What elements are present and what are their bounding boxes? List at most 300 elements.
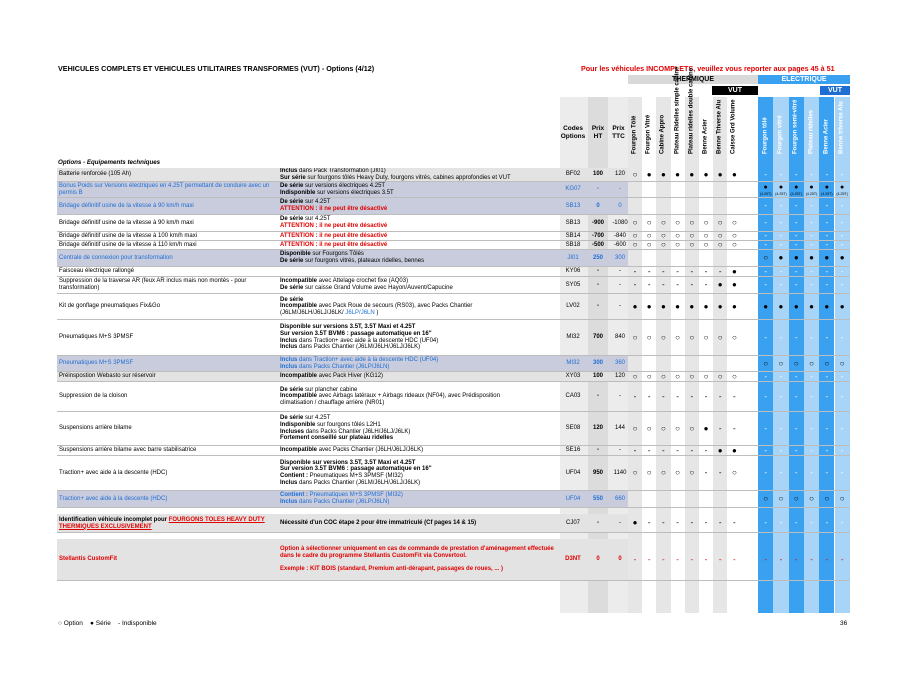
electrique-availability: ● (4.25T) xyxy=(790,183,803,196)
thermique-availability xyxy=(628,250,642,266)
price-ttc: -1080 xyxy=(612,219,628,226)
thermique-availability: ● xyxy=(703,169,709,179)
price-ttc: 144 xyxy=(614,425,625,432)
option-code: MI32 xyxy=(566,360,580,367)
option-description: Incompatible avec Pack Hiver (KG12) xyxy=(280,373,384,380)
electrique-availability: ○ xyxy=(763,253,769,262)
option-code: SB14 xyxy=(565,232,581,239)
electrique-availability: - xyxy=(764,391,767,401)
thermique-availability: - xyxy=(704,554,708,564)
option-label: Préinspostion Webasto sur réservoir xyxy=(59,373,156,380)
thermique-availability: - xyxy=(733,518,736,527)
electrique-availability: - xyxy=(840,468,844,477)
thermique-availability: ○ xyxy=(675,218,681,227)
electrique-availability: - xyxy=(794,518,798,527)
thermique-availability: - xyxy=(676,280,679,289)
electrique-availability: - xyxy=(840,218,844,227)
thermique-availability: ○ xyxy=(731,468,737,477)
table-row xyxy=(57,491,850,508)
option-code: D3NT xyxy=(565,556,581,563)
option-label: Bridage définitif usine de la vitesse à 110 km/h maxi xyxy=(59,241,197,248)
thermique-availability: - xyxy=(690,445,694,455)
electrique-availability: ○ xyxy=(763,358,769,368)
thermique-availability xyxy=(713,198,727,214)
thermique-availability xyxy=(628,491,642,507)
thermique-availability: - xyxy=(647,518,651,527)
thermique-availability: ○ xyxy=(717,231,723,240)
option-description: De série sur versions électriques 4.25T Indisponible sur versions électriques 3.5T xyxy=(280,182,394,196)
table-row xyxy=(57,267,850,277)
thermique-availability xyxy=(685,198,699,214)
thermique-availability: ○ xyxy=(717,218,723,227)
thermique-availability xyxy=(671,356,685,371)
thermique-availability: - xyxy=(633,280,637,289)
electrique-availability: - xyxy=(794,445,798,455)
thermique-col-header: Caisse Grd Volume xyxy=(730,99,737,154)
thermique-availability: ○ xyxy=(646,423,652,433)
option-code: SY05 xyxy=(565,281,581,288)
thermique-availability xyxy=(727,491,741,507)
table-row xyxy=(57,182,850,198)
option-code: SB13 xyxy=(565,202,581,209)
thermique-availability: - xyxy=(690,554,694,564)
electrique-availability: - xyxy=(764,218,767,227)
thermique-band: THERMIQUE xyxy=(628,75,758,84)
thermique-availability: ○ xyxy=(717,332,723,342)
electrique-availability: - xyxy=(825,201,829,210)
electrique-availability: ● xyxy=(839,253,845,262)
price-ttc: 0 xyxy=(618,202,622,209)
thermique-availability: - xyxy=(662,280,665,289)
option-label: Suppression de la traverse AR (feux AR inclus mais non montés - pour transformation) xyxy=(59,278,247,291)
option-description: De série sur 4.25T ATTENTION : il ne peut être désactivé xyxy=(280,216,388,229)
option-description: Incompatible avec Attelage crochet fixe (AQ03) De série sur caisse Grand Volume avec Hayon/Auvent/Capucine xyxy=(280,278,453,291)
thermique-availability: ○ xyxy=(646,468,652,477)
thermique-availability: ● xyxy=(731,266,737,276)
option-label: Centrale de connexion pour transformation xyxy=(59,254,173,261)
option-code: SB18 xyxy=(565,241,581,248)
option-description: De série sur 4.25T Indisponible sur fourgons tôlés L2H1 Incluses dans Packs Chantier (J6LH/J6LJ/J6LK) Fortement conseillé sur plateau ridelles xyxy=(280,415,411,442)
electrique-band: ELECTRIQUE xyxy=(758,75,850,84)
thermique-availability: - xyxy=(662,445,665,455)
thermique-availability: ○ xyxy=(660,468,666,477)
electrique-availability: ○ xyxy=(839,494,845,503)
electrique-availability: - xyxy=(840,332,844,342)
electrique-availability: - xyxy=(810,371,813,381)
page-number: 36 xyxy=(840,620,848,627)
thermique-availability: ○ xyxy=(646,332,652,342)
electrique-availability: ● xyxy=(824,253,830,262)
thermique-availability: - xyxy=(662,266,665,276)
electrique-availability: - xyxy=(794,554,798,564)
legend-indispo: - Indisponible xyxy=(118,620,157,627)
thermique-col-header: Benne Triverse Alu xyxy=(716,99,723,154)
electrique-availability: - xyxy=(840,280,844,289)
electrique-availability: - xyxy=(825,169,829,179)
electrique-availability: ○ xyxy=(793,494,799,503)
thermique-availability xyxy=(642,491,656,507)
electrique-availability: - xyxy=(764,240,767,249)
price-ht: 700 xyxy=(592,334,603,341)
thermique-availability: - xyxy=(718,468,722,477)
electrique-availability: - xyxy=(810,445,813,455)
price-ht: -700 xyxy=(591,232,604,239)
electrique-availability: - xyxy=(794,240,798,249)
price-ttc: - xyxy=(619,281,621,288)
option-code: BF02 xyxy=(565,171,581,178)
electrique-availability: - xyxy=(779,266,783,276)
thermique-availability: ● xyxy=(632,301,638,311)
option-label: Identification véhicule incomplet pour FOURGONS TOLES HEAVY DUTY THERMIQUES EXCLUSIVEMENT xyxy=(59,517,265,530)
price-ht: -900 xyxy=(591,219,604,226)
thermique-availability: - xyxy=(718,391,722,401)
option-code: SB13 xyxy=(565,219,581,226)
thermique-availability: ● xyxy=(703,301,709,311)
thermique-availability xyxy=(642,250,656,266)
thermique-availability: ○ xyxy=(731,218,737,227)
option-label: Stellantis CustomFit xyxy=(59,556,118,563)
price-ht: - xyxy=(597,447,599,454)
electrique-availability: - xyxy=(810,169,813,179)
option-code: CJ07 xyxy=(565,519,580,526)
option-label: Bridage définitif usine de la vitesse à 100 km/h maxi xyxy=(59,232,198,239)
electrique-availability: ● xyxy=(809,301,814,311)
electrique-availability: - xyxy=(764,468,767,477)
electrique-availability: - xyxy=(840,266,844,276)
electrique-col-header: Benne Acier xyxy=(823,119,830,154)
electrique-availability: - xyxy=(779,169,783,179)
section-label: Options - Equipements techniques xyxy=(58,159,161,166)
option-label: Suppression de la cloison xyxy=(59,393,128,400)
thermique-availability xyxy=(685,491,699,507)
thermique-availability: ○ xyxy=(675,240,681,249)
option-label: Faisceau électrique rallongé xyxy=(59,268,135,275)
thermique-availability xyxy=(642,356,656,371)
electrique-availability: - xyxy=(840,201,844,210)
thermique-availability: ● xyxy=(717,445,723,455)
thermique-availability: - xyxy=(704,391,708,401)
table-row xyxy=(57,294,850,320)
thermique-availability: ○ xyxy=(646,218,652,227)
option-description: ATTENTION : il ne peut être désactivé xyxy=(280,241,388,248)
price-ttc: -840 xyxy=(613,232,626,239)
electrique-availability: - xyxy=(794,280,798,289)
option-code: KG07 xyxy=(565,186,581,193)
thermique-availability: - xyxy=(718,518,722,527)
thermique-availability: - xyxy=(718,554,722,564)
thermique-availability xyxy=(656,491,670,507)
electrique-availability: - xyxy=(840,231,844,240)
thermique-availability: ○ xyxy=(731,371,737,381)
thermique-availability: ○ xyxy=(731,240,737,249)
option-label: Bonus Poids sur Versions électriques en 4.25T permettant de conduire avec un permis B xyxy=(59,182,270,196)
thermique-availability: ○ xyxy=(689,231,695,240)
price-ht: -500 xyxy=(591,241,604,248)
thermique-availability: ● xyxy=(689,169,695,179)
codes-options-header: Codes Options xyxy=(560,125,586,140)
electrique-availability: - xyxy=(779,518,783,527)
thermique-availability: - xyxy=(662,554,665,564)
thermique-availability xyxy=(671,182,685,197)
option-label: Suspensions arrière bilame avec barre stabilisatrice xyxy=(59,447,197,454)
option-description: Option à sélectionner uniquement en cas de commande de prestation d'aménagement effectuée dans le cadre du programme Stellantis CustomFit via Convertool. Exemple : KIT BOIS (standard, Premium anti-dérapant, passages de roues, ... ) xyxy=(280,546,554,573)
electrique-availability: ● (4.25T) xyxy=(821,183,833,196)
electrique-availability: - xyxy=(794,169,798,179)
option-label: Bridage définitif usine de la vitesse à 90 km/h maxi xyxy=(59,202,194,209)
thermique-availability xyxy=(628,356,642,371)
option-description xyxy=(279,267,557,276)
thermique-availability xyxy=(671,198,685,214)
thermique-availability: - xyxy=(662,518,665,527)
thermique-availability: ○ xyxy=(731,231,737,240)
electrique-availability: - xyxy=(779,391,783,401)
electrique-availability: - xyxy=(779,371,783,381)
thermique-availability: ○ xyxy=(660,240,666,249)
option-code: LV02 xyxy=(566,303,580,310)
price-ttc: - xyxy=(619,186,621,193)
thermique-availability: ○ xyxy=(689,240,695,249)
thermique-availability: ○ xyxy=(675,332,681,342)
thermique-availability: - xyxy=(676,266,679,276)
table-row xyxy=(57,514,850,533)
electrique-availability: - xyxy=(779,332,783,342)
thermique-availability: ● xyxy=(632,518,638,527)
option-code: SE16 xyxy=(565,447,581,454)
thermique-availability: - xyxy=(676,518,679,527)
electrique-availability: - xyxy=(825,371,829,381)
thermique-availability: - xyxy=(647,554,651,564)
electrique-availability: - xyxy=(764,423,767,433)
thermique-availability: ○ xyxy=(632,332,638,342)
electrique-availability: - xyxy=(764,231,767,240)
option-label: Bridage définitif usine de la vitesse à 90 km/h maxi xyxy=(59,219,194,226)
electrique-availability: - xyxy=(779,218,783,227)
electrique-availability: - xyxy=(825,468,829,477)
table-row xyxy=(57,539,850,581)
price-ht: 550 xyxy=(592,495,603,502)
thermique-availability: ○ xyxy=(717,371,723,381)
price-ht: 300 xyxy=(592,360,603,367)
thermique-col-header: Plateau Ridelles simple cabine xyxy=(674,66,681,154)
electrique-availability: - xyxy=(810,280,813,289)
thermique-availability xyxy=(699,182,713,197)
price-ttc: 0 xyxy=(618,556,622,563)
prix-ht-header: Prix HT xyxy=(591,125,605,140)
table-row xyxy=(57,215,850,232)
legend-serie: ● Série xyxy=(90,620,111,627)
thermique-availability xyxy=(642,198,656,214)
thermique-availability: - xyxy=(647,391,651,401)
thermique-availability: ○ xyxy=(703,231,709,240)
option-code: XY03 xyxy=(565,373,581,380)
thermique-availability: ● xyxy=(646,169,652,179)
thermique-availability: ○ xyxy=(689,218,695,227)
thermique-availability: ○ xyxy=(632,371,638,381)
electrique-availability: - xyxy=(825,240,829,249)
thermique-availability: - xyxy=(718,423,722,433)
electrique-availability: ○ xyxy=(809,358,814,368)
thermique-availability: - xyxy=(633,391,637,401)
electrique-availability: - xyxy=(810,468,813,477)
option-description: Disponible sur versions 3.5T, 3.5T Maxi et 4.25T Sur version 3.5T BVM6 : passage automatique en 16" Inclus dans Traction+ avec aide à la descente HDC (UF04) Inclus dans Packs Chantier (J6LM/J6LH/J6LJ/J6LK) xyxy=(280,324,439,351)
thermique-availability xyxy=(671,491,685,507)
thermique-col-header: Fourgon Tôlé xyxy=(631,115,638,154)
electrique-availability: - xyxy=(764,332,767,342)
price-ht: 250 xyxy=(592,254,603,261)
thermique-availability: ● xyxy=(675,301,681,311)
table-row xyxy=(57,356,850,372)
price-ht: 100 xyxy=(592,373,603,380)
thermique-availability: ○ xyxy=(689,423,695,433)
electrique-availability: ● xyxy=(793,301,799,311)
option-code: KY06 xyxy=(565,268,581,275)
thermique-availability: ● xyxy=(717,169,723,179)
thermique-col-header: Benne Acier xyxy=(702,119,709,154)
thermique-availability: ○ xyxy=(689,332,695,342)
electrique-availability: ○ xyxy=(839,358,845,368)
price-ttc: 1140 xyxy=(613,469,627,476)
thermique-availability: ○ xyxy=(660,231,666,240)
table-row xyxy=(57,456,850,491)
option-description: De série sur plancher cabine Incompatible avec Airbags latéraux + Airbags rideaux (NF04), avec Prédisposition climatisation / chauffage arrière (NR01) xyxy=(280,386,500,406)
thermique-availability: - xyxy=(733,423,736,433)
electrique-availability: ○ xyxy=(793,358,799,368)
electrique-availability: - xyxy=(810,554,813,564)
electrique-col-header: Benne triverse Alu xyxy=(838,101,845,154)
thermique-availability: ○ xyxy=(703,240,709,249)
thermique-availability: ● xyxy=(731,280,737,289)
option-description: Disponible sur Fourgons Tôlés De série sur fourgons vitrés, plateaux ridelles, bennes xyxy=(280,251,425,264)
thermique-availability: ● xyxy=(703,423,709,433)
option-label: Pneumatiques M+S 3PMSF xyxy=(59,360,134,367)
thermique-availability: ○ xyxy=(646,231,652,240)
electrique-col-header: Fourgon semi-vitré xyxy=(792,99,799,154)
vut-thermique-band: VUT xyxy=(712,86,758,95)
electrique-availability: ● (4.25T) xyxy=(836,183,848,196)
table-row xyxy=(57,241,850,250)
electrique-availability: - xyxy=(794,201,798,210)
price-ttc: - xyxy=(619,519,621,526)
thermique-availability xyxy=(656,198,670,214)
thermique-availability: - xyxy=(704,266,708,276)
electrique-col-header: Fourgon tôlé xyxy=(762,117,769,154)
price-ht: 0 xyxy=(596,556,600,563)
thermique-availability xyxy=(727,198,741,214)
thermique-availability: ○ xyxy=(632,218,638,227)
thermique-availability: ○ xyxy=(675,468,681,477)
option-label: Traction+ avec aide à la descente (HDC) xyxy=(59,495,168,502)
thermique-availability: - xyxy=(676,391,679,401)
electrique-availability: - xyxy=(840,371,844,381)
electrique-availability: ● xyxy=(839,301,845,311)
option-description: Incompatible avec Packs Chantier (J6LH/J6LJ/J6LK) xyxy=(280,447,424,454)
option-code: JI01 xyxy=(567,254,579,261)
electrique-availability: ● xyxy=(763,301,769,311)
electrique-availability: ● xyxy=(793,253,799,262)
electrique-availability: - xyxy=(840,169,844,179)
electrique-availability: - xyxy=(840,518,844,527)
electrique-availability: - xyxy=(825,445,829,455)
option-description: ATTENTION : il ne peut être désactivé xyxy=(280,232,388,239)
electrique-availability: - xyxy=(810,391,813,401)
electrique-availability: - xyxy=(825,231,829,240)
thermique-availability xyxy=(713,250,727,266)
price-ttc: 660 xyxy=(614,495,625,502)
electrique-availability: - xyxy=(779,554,783,564)
electrique-availability: - xyxy=(779,445,783,455)
electrique-availability: - xyxy=(779,240,783,249)
page-title: VEHICULES COMPLETS ET VEHICULES UTILITAIRES TRANSFORMES (VUT) - Options (4/12) xyxy=(58,64,375,73)
electrique-availability: - xyxy=(810,201,813,210)
thermique-availability xyxy=(656,356,670,371)
option-description: Inclus dans Pack Transformation (JI01) Sur série sur fourgons tôlés Heavy Duty, fourgons vitrés, cabines approfondies et VUT xyxy=(280,168,511,181)
thermique-availability: ○ xyxy=(689,468,695,477)
thermique-availability xyxy=(685,182,699,197)
option-label: Batterie renforcée (105 Ah) xyxy=(59,171,132,178)
electrique-availability: - xyxy=(840,240,844,249)
option-description: Inclus dans Traction+ avec aide à la descente HDC (UF04) Inclus dans Packs Chantier (J6LP/J6LN) xyxy=(280,356,439,370)
electrique-availability: - xyxy=(810,332,813,342)
incomplete-vehicles-note[interactable]: Pour les véhicules INCOMPLETS, veuillez vous reporter aux pages 45 à 51 xyxy=(581,64,835,73)
thermique-availability: ○ xyxy=(646,240,652,249)
thermique-availability xyxy=(727,356,741,371)
thermique-availability: - xyxy=(647,280,651,289)
thermique-col-header: Cabine Appro xyxy=(659,114,666,154)
table-row xyxy=(57,277,850,294)
prix-ttc-header: Prix TTC xyxy=(612,125,625,140)
thermique-availability xyxy=(713,182,727,197)
thermique-availability: - xyxy=(690,280,694,289)
price-ht: - xyxy=(597,519,599,526)
electrique-availability: - xyxy=(825,332,829,342)
electrique-availability: - xyxy=(794,231,798,240)
thermique-availability: - xyxy=(647,445,651,455)
electrique-availability: - xyxy=(779,468,783,477)
thermique-availability xyxy=(685,356,699,371)
price-ht: 100 xyxy=(592,171,603,178)
price-ht: 950 xyxy=(592,469,603,476)
thermique-availability: ● xyxy=(731,169,737,179)
thermique-availability: ○ xyxy=(632,231,638,240)
price-ht: - xyxy=(597,281,599,288)
electrique-availability: ● (4.25T) xyxy=(775,183,787,196)
thermique-availability xyxy=(727,250,741,266)
price-ttc: - xyxy=(619,447,621,454)
thermique-availability: ● xyxy=(660,301,666,311)
thermique-availability xyxy=(656,250,670,266)
electrique-availability: - xyxy=(840,554,844,564)
electrique-availability: - xyxy=(779,423,783,433)
price-ht: - xyxy=(597,303,599,310)
thermique-col-header: Fourgon Vitré xyxy=(645,114,652,154)
thermique-availability: ○ xyxy=(717,240,723,249)
electrique-availability: ○ xyxy=(778,494,784,503)
thermique-availability: - xyxy=(704,445,708,455)
thermique-availability: - xyxy=(704,518,708,527)
thermique-availability: - xyxy=(690,518,694,527)
electrique-availability: - xyxy=(810,266,813,276)
option-description: Contient : Pneumatiques M+S 3PMSF (MI32) Inclus dans Packs Chantier (J6LP/J6LN) xyxy=(280,492,403,505)
price-ht: - xyxy=(597,393,599,400)
electrique-availability: ● (4.25T) xyxy=(805,183,818,196)
electrique-availability: - xyxy=(794,371,798,381)
option-label: Pneumatiques M+S 3PMSF xyxy=(59,334,134,341)
thermique-availability: - xyxy=(718,266,722,276)
electrique-availability: - xyxy=(764,169,767,179)
thermique-availability xyxy=(656,182,670,197)
electrique-availability: - xyxy=(794,218,798,227)
thermique-availability: ● xyxy=(731,301,737,311)
